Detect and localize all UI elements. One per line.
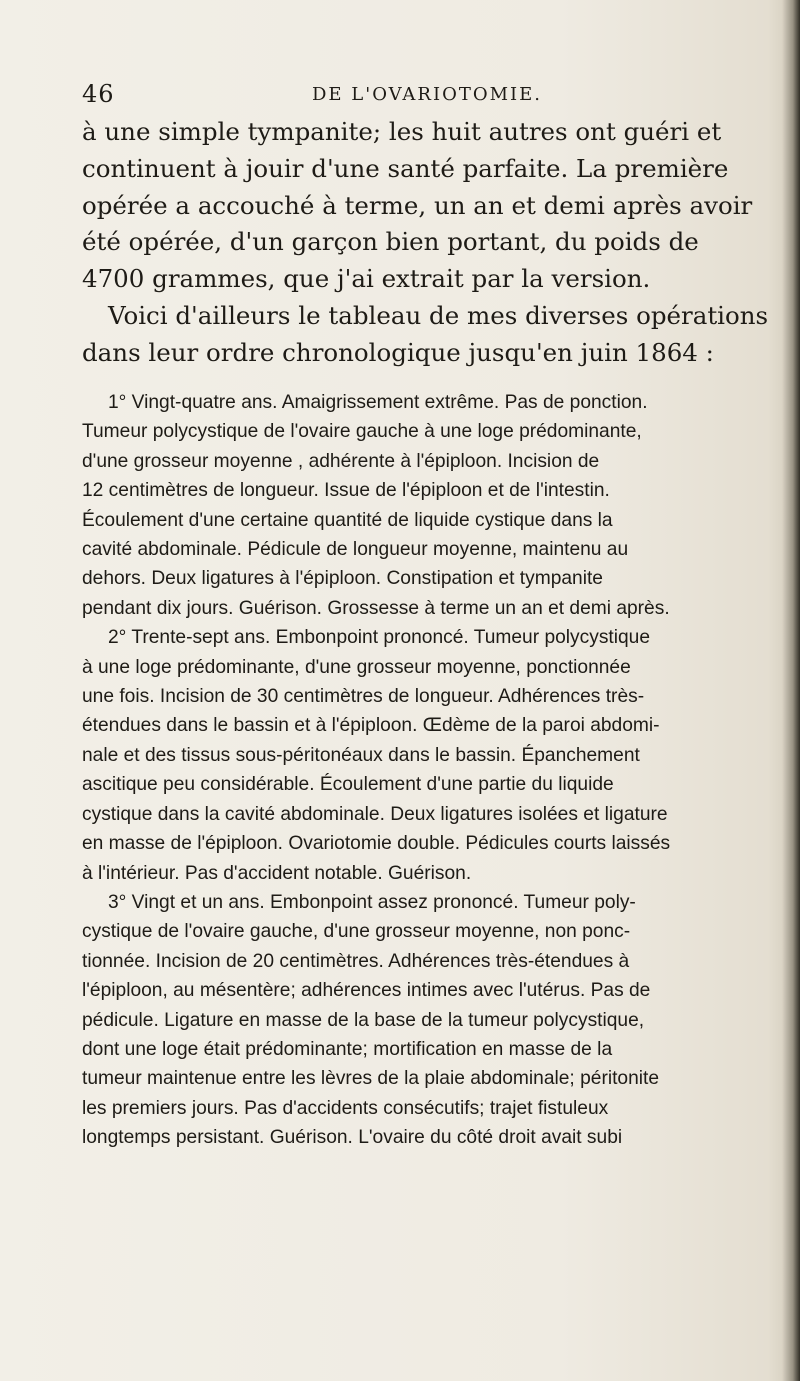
case-2-line: ascitique peu considérable. Écoulement d'une partie du liquide: [82, 774, 614, 796]
case-list: [82, 388, 730, 1153]
case-2-line: en masse de l'épiploon. Ovariotomie double. Pédicules courts laissés: [82, 833, 671, 855]
case-2-line: à une loge prédominante, d'une grosseur moyenne, ponctionnée: [82, 656, 631, 678]
case-2-line: étendues dans le bassin et à l'épiploon. Œdème de la paroi abdomi-: [82, 715, 660, 737]
case-3-line: dont une loge était prédominante; mortification en masse de la: [82, 1038, 613, 1060]
case-1-line: Écoulement d'une certaine quantité de liquide cystique dans la: [82, 509, 613, 531]
case-2-line: nale et des tissus sous-péritonéaux dans le bassin. Épanchement: [82, 744, 640, 766]
running-head: DE L'OVARIOTOMIE.: [312, 84, 542, 105]
text-line: 4700 grammes, que j'ai extrait par la version.: [82, 264, 651, 294]
case-3-line: l'épiploon, au mésentère; adhérences intimes avec l'utérus. Pas de: [82, 980, 651, 1002]
text-line: dans leur ordre chronologique jusqu'en juin 1864 :: [82, 337, 714, 367]
case-1-line: pendant dix jours. Guérison. Grossesse à terme un an et demi après.: [82, 597, 670, 619]
page-header: [82, 80, 722, 114]
case-1-line: Tumeur polycystique de l'ovaire gauche à une loge prédominante,: [82, 421, 642, 443]
case-1-line: d'une grosseur moyenne , adhérente à l'épiploon. Incision de: [82, 450, 600, 472]
case-2-line: cystique dans la cavité abdominale. Deux ligatures isolées et ligature: [82, 803, 668, 825]
case-3-line: pédicule. Ligature en masse de la base de la tumeur polycystique,: [82, 1009, 645, 1031]
text-line: été opérée, d'un garçon bien portant, du poids de: [82, 227, 699, 257]
case-3-line: longtemps persistant. Guérison. L'ovaire du côté droit avait subi: [82, 1127, 623, 1149]
case-1-line: cavité abdominale. Pédicule de longueur moyenne, maintenu au: [82, 539, 629, 561]
text-line: Voici d'ailleurs le tableau de mes diverses opérations: [108, 300, 769, 330]
text-line: opérée a accouché à terme, un an et demi après avoir: [82, 190, 753, 220]
case-3-line: cystique de l'ovaire gauche, d'une grosseur moyenne, non ponc-: [82, 921, 631, 943]
case-2-line: 2° Trente-sept ans. Embonpoint prononcé. Tumeur polycystique: [108, 627, 651, 649]
text-line: à une simple tympanite; les huit autres ont guéri et: [82, 117, 722, 146]
main-paragraph: [82, 114, 769, 372]
case-1-line: 1° Vingt-quatre ans. Amaigrissement extrême. Pas de ponction.: [108, 392, 648, 413]
case-3-line: tionnée. Incision de 20 centimètres. Adhérences très-étendues à: [82, 950, 630, 972]
case-3-line: 3° Vingt et un ans. Embonpoint assez prononcé. Tumeur poly-: [108, 891, 636, 913]
case-3-line: tumeur maintenue entre les lèvres de la plaie abdominale; péritonite: [82, 1068, 660, 1090]
page-number: 46: [82, 80, 115, 108]
case-1-line: 12 centimètres de longueur. Issue de l'épiploon et de l'intestin.: [82, 480, 610, 502]
case-2-line: à l'intérieur. Pas d'accident notable. Guérison.: [82, 862, 472, 884]
case-2-line: une fois. Incision de 30 centimètres de longueur. Adhérences très-: [82, 686, 645, 708]
case-3-line: les premiers jours. Pas d'accidents consécutifs; trajet fistuleux: [82, 1097, 609, 1119]
text-line: continuent à jouir d'une santé parfaite. La première: [82, 153, 729, 183]
page-edge-shadow: [782, 0, 800, 1381]
case-1-line: dehors. Deux ligatures à l'épiploon. Constipation et tympanite: [82, 568, 603, 590]
